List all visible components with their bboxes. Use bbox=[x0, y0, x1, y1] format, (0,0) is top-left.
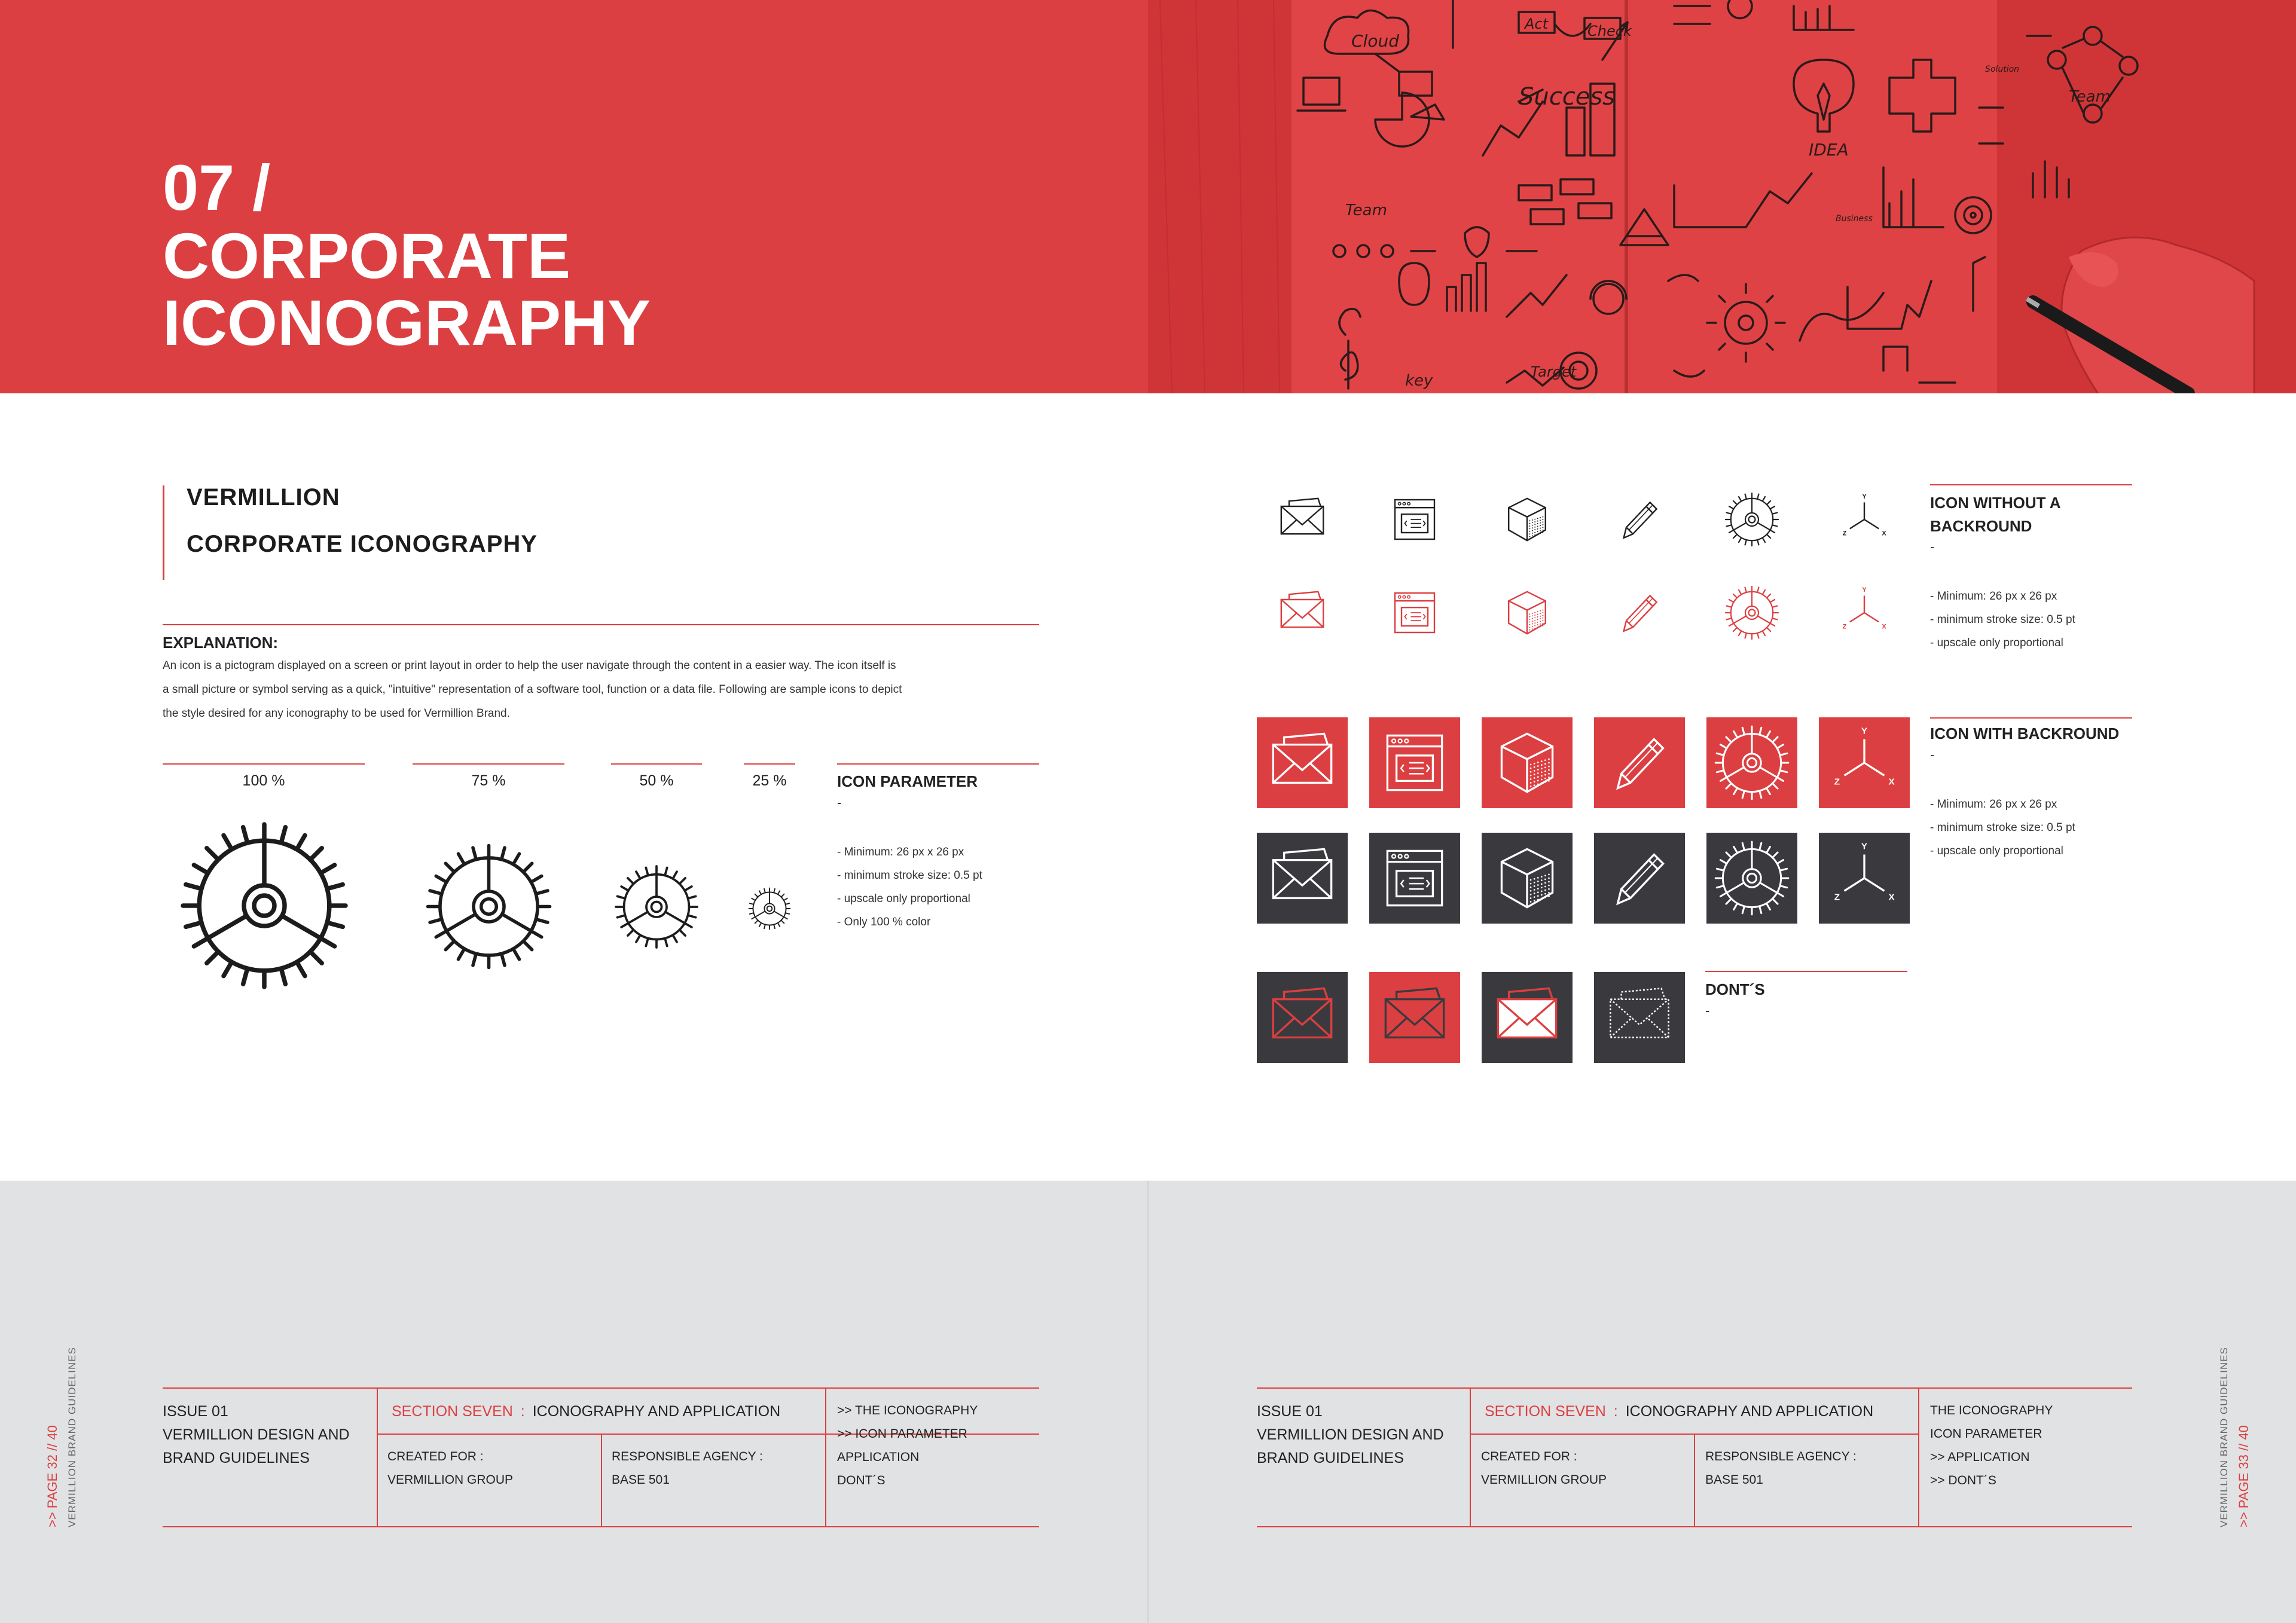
chapter-title-line2: ICONOGRAPHY bbox=[163, 286, 651, 359]
explanation-text-line3: the style desired for any iconography to be used for Vermillion Brand. bbox=[163, 707, 510, 720]
footer-right-nav-2[interactable]: ICON PARAMETER bbox=[1930, 1427, 2042, 1441]
footer-right-section-label: SECTION SEVEN bbox=[1485, 1403, 1606, 1420]
footer-left-divider-2 bbox=[601, 1434, 602, 1527]
plain-dark-envelope-icon bbox=[1269, 487, 1335, 552]
footer-right-side-page: >> PAGE 33 // 40 bbox=[2236, 1425, 2251, 1527]
svg-text:Z: Z bbox=[1842, 530, 1847, 537]
withbg-item-1: - Minimum: 26 px x 26 px bbox=[1930, 798, 2057, 811]
footer-right-divider-2 bbox=[1694, 1434, 1695, 1527]
withbg-rule bbox=[1930, 717, 2132, 719]
footer-left-top-rule bbox=[163, 1387, 1039, 1389]
withbg-item-3: - upscale only proportional bbox=[1930, 845, 2063, 857]
footer-left-nav-4[interactable]: DONT´S bbox=[837, 1474, 886, 1487]
dark-tile-cube-icon bbox=[1482, 833, 1573, 924]
plain-red-axis-icon bbox=[1831, 580, 1897, 646]
browser-window-icon bbox=[1369, 833, 1460, 924]
envelope-icon bbox=[1257, 833, 1348, 924]
scale-label-75: 75 % bbox=[471, 772, 506, 789]
dont-tile-4 bbox=[1594, 972, 1685, 1063]
title-accent-bar bbox=[163, 485, 164, 580]
gear-icon bbox=[1706, 833, 1797, 924]
pencil-icon bbox=[1594, 717, 1685, 808]
doodle-word-team-right: Team bbox=[2069, 88, 2111, 106]
scale-rule-50 bbox=[611, 763, 702, 765]
footer-right-doc-line1: VERMILLION DESIGN AND bbox=[1257, 1426, 1444, 1443]
browser-window-icon bbox=[1382, 580, 1448, 646]
doodle-word-idea: IDEA bbox=[1809, 140, 1849, 160]
param-item-1: - Minimum: 26 px x 26 px bbox=[837, 846, 964, 858]
nobg-dash: - bbox=[1930, 539, 1935, 554]
dark-tile-pencil-icon bbox=[1594, 833, 1685, 924]
param-rule bbox=[837, 763, 1039, 765]
footer-left-nav-3[interactable]: APPLICATION bbox=[837, 1450, 920, 1464]
plain-red-cube-icon bbox=[1494, 580, 1560, 646]
withbg-title: ICON WITH BACKROUND bbox=[1930, 725, 2120, 742]
chapter-number: 07 / bbox=[163, 151, 271, 224]
footer-right-agency-value: BASE 501 bbox=[1705, 1473, 1763, 1487]
footer-right-created-value: VERMILLION GROUP bbox=[1481, 1473, 1607, 1487]
svg-text:Z: Z bbox=[1842, 623, 1847, 631]
footer-right-nav-3[interactable]: >> APPLICATION bbox=[1930, 1450, 2030, 1464]
envelope-icon bbox=[1369, 972, 1460, 1063]
footer-left-section-sep: : bbox=[520, 1403, 525, 1420]
red-tile-cube-icon bbox=[1482, 717, 1573, 808]
footer-right-section bbox=[1485, 1403, 1873, 1420]
scale-label-50: 50 % bbox=[639, 772, 674, 789]
footer-right-issue: ISSUE 01 bbox=[1257, 1403, 1323, 1420]
explanation-text-line2: a small picture or symbol serving as a quick, "intuitive" representation of a software tool, function or a data file. Following are sample icons to depict bbox=[163, 683, 902, 696]
dark-tile-axis-icon bbox=[1819, 833, 1910, 924]
cube-icon bbox=[1494, 487, 1560, 552]
axis-icon bbox=[1819, 833, 1910, 924]
footer-left-divider-1 bbox=[377, 1387, 378, 1527]
plain-dark-cube-icon bbox=[1494, 487, 1560, 552]
dark-tile-browser-window-icon bbox=[1369, 833, 1460, 924]
footer-left-side-title: VERMILLION BRAND GUIDELINES bbox=[66, 1347, 78, 1527]
footer-left-created-value: VERMILLION GROUP bbox=[387, 1473, 514, 1487]
footer-left-doc-line2: BRAND GUIDELINES bbox=[163, 1450, 310, 1466]
footer-left-agency-value: BASE 501 bbox=[612, 1473, 670, 1487]
envelope-icon bbox=[1269, 487, 1335, 552]
red-tile-browser-window-icon bbox=[1369, 717, 1460, 808]
browser-window-icon bbox=[1382, 487, 1448, 552]
envelope-icon bbox=[1594, 972, 1685, 1063]
dont-tile-1 bbox=[1257, 972, 1348, 1063]
svg-text:Z: Z bbox=[1834, 892, 1840, 903]
footer-right-created-label: CREATED FOR : bbox=[1481, 1450, 1577, 1463]
svg-text:X: X bbox=[1882, 623, 1886, 631]
plain-red-browser-window-icon bbox=[1382, 580, 1448, 646]
footer-right-divider-1 bbox=[1470, 1387, 1471, 1527]
footer-right-top-rule bbox=[1257, 1387, 2132, 1389]
gear-icon bbox=[1719, 580, 1785, 646]
svg-text:Y: Y bbox=[1862, 493, 1867, 500]
svg-text:Y: Y bbox=[1862, 586, 1867, 594]
section-heading: CORPORATE ICONOGRAPHY bbox=[187, 531, 538, 557]
envelope-icon bbox=[1482, 972, 1573, 1063]
plain-dark-browser-window-icon bbox=[1382, 487, 1448, 552]
svg-text:X: X bbox=[1888, 892, 1895, 903]
nobg-title-line2: BACKROUND bbox=[1930, 517, 2032, 535]
pencil-icon bbox=[1607, 580, 1672, 646]
doodle-word-key: key bbox=[1405, 372, 1433, 390]
gear-icon-50 bbox=[606, 856, 707, 958]
svg-text:X: X bbox=[1888, 777, 1895, 787]
gear-icon bbox=[1719, 487, 1785, 552]
envelope-icon bbox=[1257, 972, 1348, 1063]
nobg-item-3: - upscale only proportional bbox=[1930, 637, 2063, 649]
nobg-title-line1: ICON WITHOUT A bbox=[1930, 494, 2061, 512]
doodle-word-check: Check bbox=[1587, 23, 1632, 39]
footer-left-section bbox=[392, 1403, 780, 1420]
nobg-item-2: - minimum stroke size: 0.5 pt bbox=[1930, 613, 2075, 626]
footer-left-doc-line1: VERMILLION DESIGN AND bbox=[163, 1426, 350, 1443]
svg-text:Y: Y bbox=[1861, 726, 1868, 736]
dont-tile-3 bbox=[1482, 972, 1573, 1063]
red-tile-pencil-icon bbox=[1594, 717, 1685, 808]
cube-icon bbox=[1482, 717, 1573, 808]
dark-tile-gear-icon bbox=[1706, 833, 1797, 924]
doodle-word-team-left: Team bbox=[1345, 201, 1387, 219]
footer-right-divider-3 bbox=[1918, 1387, 1919, 1527]
footer-left-nav-2[interactable]: >> ICON PARAMETER bbox=[837, 1427, 967, 1441]
scale-label-25: 25 % bbox=[752, 772, 787, 789]
brand-heading: VERMILLION bbox=[187, 484, 340, 511]
footer-left-section-label: SECTION SEVEN bbox=[392, 1403, 513, 1420]
cube-icon bbox=[1482, 833, 1573, 924]
param-title: ICON PARAMETER bbox=[837, 772, 978, 790]
scale-rule-100 bbox=[163, 763, 365, 765]
nobg-item-1: - Minimum: 26 px x 26 px bbox=[1930, 590, 2057, 603]
plain-red-gear-icon bbox=[1719, 580, 1785, 646]
plain-dark-axis-icon bbox=[1831, 487, 1897, 552]
plain-dark-pencil-icon bbox=[1607, 487, 1672, 552]
header-photo-doodles bbox=[1148, 0, 2296, 393]
plain-dark-gear-icon bbox=[1719, 487, 1785, 552]
dont-tile-2 bbox=[1369, 972, 1460, 1063]
footer-left-side-page: >> PAGE 32 // 40 bbox=[45, 1425, 60, 1527]
param-item-2: - minimum stroke size: 0.5 pt bbox=[837, 869, 982, 882]
svg-text:Z: Z bbox=[1834, 777, 1840, 787]
red-tile-axis-icon bbox=[1819, 717, 1910, 808]
scale-rule-75 bbox=[413, 763, 564, 765]
gear-icon-75 bbox=[413, 830, 565, 983]
cube-icon bbox=[1494, 580, 1560, 646]
doodle-word-business: Business bbox=[1836, 214, 1873, 224]
axis-icon bbox=[1819, 717, 1910, 808]
footer-left-issue: ISSUE 01 bbox=[163, 1403, 228, 1420]
doodle-word-success: Success bbox=[1519, 83, 1616, 111]
param-item-3: - upscale only proportional bbox=[837, 893, 970, 905]
axis-icon bbox=[1831, 580, 1897, 646]
header-banner-left bbox=[0, 0, 1148, 393]
gear-icon-25 bbox=[744, 883, 795, 934]
footer-right-doc-line2: BRAND GUIDELINES bbox=[1257, 1450, 1404, 1466]
svg-text:X: X bbox=[1882, 530, 1886, 537]
red-tile-envelope-icon bbox=[1257, 717, 1348, 808]
footer-left-divider-3 bbox=[825, 1387, 826, 1527]
gear-icon-100 bbox=[163, 804, 366, 1007]
axis-icon bbox=[1831, 487, 1897, 552]
withbg-item-2: - minimum stroke size: 0.5 pt bbox=[1930, 821, 2075, 834]
page-spine bbox=[1147, 1181, 1149, 1623]
footer-right-nav-4[interactable]: >> DONT´S bbox=[1930, 1474, 1996, 1487]
doodle-word-target: Target bbox=[1531, 363, 1577, 380]
withbg-dash: - bbox=[1930, 747, 1935, 762]
plain-red-envelope-icon bbox=[1269, 580, 1335, 646]
browser-window-icon bbox=[1369, 717, 1460, 808]
explanation-text-line1: An icon is a pictogram displayed on a screen or print layout in order to help the user navigate through the content in a easier way. The icon itself is bbox=[163, 659, 896, 672]
dark-tile-envelope-icon bbox=[1257, 833, 1348, 924]
param-dash: - bbox=[837, 795, 842, 810]
footer-right-side-title: VERMILLION BRAND GUIDELINES bbox=[2218, 1347, 2230, 1527]
pencil-icon bbox=[1607, 487, 1672, 552]
envelope-icon bbox=[1257, 717, 1348, 808]
plain-red-pencil-icon bbox=[1607, 580, 1672, 646]
nobg-rule bbox=[1930, 484, 2132, 485]
red-tile-gear-icon bbox=[1706, 717, 1797, 808]
scale-label-100: 100 % bbox=[242, 772, 285, 789]
doodle-word-solution: Solution bbox=[1985, 65, 2020, 74]
scale-rule-25 bbox=[744, 763, 795, 765]
explanation-label: EXPLANATION: bbox=[163, 634, 279, 652]
footer-left-section-name: ICONOGRAPHY AND APPLICATION bbox=[532, 1403, 781, 1420]
gear-icon bbox=[1706, 717, 1797, 808]
footer-left-agency-label: RESPONSIBLE AGENCY : bbox=[612, 1450, 763, 1463]
footer-right-agency-label: RESPONSIBLE AGENCY : bbox=[1705, 1450, 1857, 1463]
donts-dash: - bbox=[1705, 1003, 1710, 1018]
chapter-title-line1: CORPORATE bbox=[163, 219, 571, 292]
doodle-word-cloud: Cloud bbox=[1351, 31, 1399, 51]
param-item-4: - Only 100 % color bbox=[837, 916, 931, 928]
doodle-word-act: Act bbox=[1525, 16, 1549, 32]
donts-rule bbox=[1705, 971, 1907, 972]
footer-right-section-name: ICONOGRAPHY AND APPLICATION bbox=[1625, 1403, 1874, 1420]
footer-right-nav-1[interactable]: THE ICONOGRAPHY bbox=[1930, 1404, 2053, 1417]
pencil-icon bbox=[1594, 833, 1685, 924]
envelope-icon bbox=[1269, 580, 1335, 646]
footer-left-nav-1[interactable]: >> THE ICONOGRAPHY bbox=[837, 1404, 978, 1417]
footer-right-section-sep: : bbox=[1613, 1403, 1618, 1420]
footer-band bbox=[0, 1181, 2296, 1623]
footer-left-created-label: CREATED FOR : bbox=[387, 1450, 484, 1463]
donts-title: DONT´S bbox=[1705, 980, 1765, 998]
explanation-rule bbox=[163, 624, 1039, 625]
svg-text:Y: Y bbox=[1861, 841, 1868, 852]
